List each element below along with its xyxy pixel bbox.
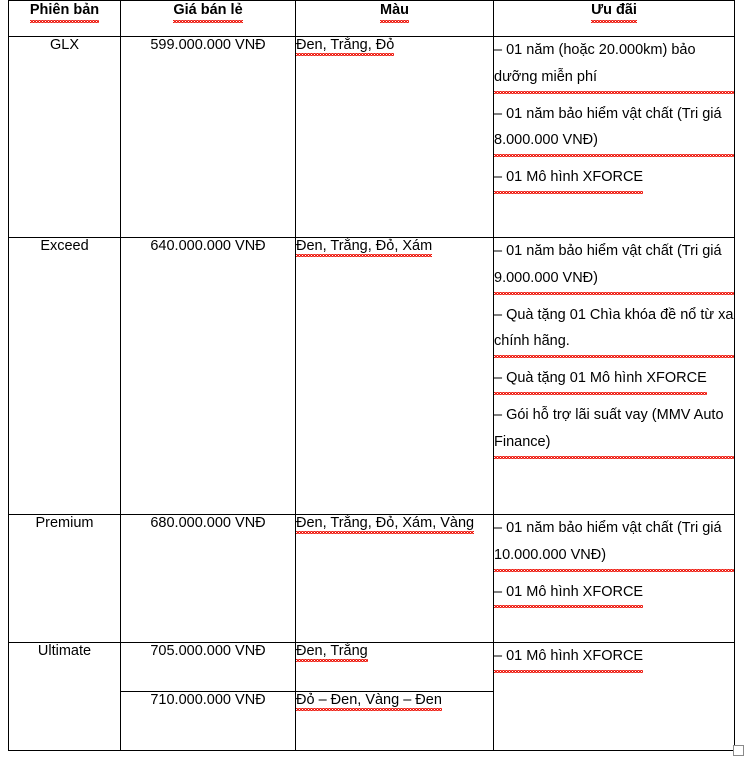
cell-price-ultimate-1: 705.000.000 VNĐ	[121, 643, 296, 692]
column-header-price-label: Giá bán lẻ	[173, 2, 243, 18]
cell-version-glx: GLX	[9, 37, 121, 238]
column-header-offer-label: Ưu đãi	[591, 2, 637, 18]
cell-price-ultimate-2: 710.000.000 VNĐ	[121, 692, 296, 751]
color-text-ultimate-2: Đỏ – Đen, Vàng – Đen	[296, 692, 442, 708]
cell-color-ultimate-1	[296, 643, 494, 692]
offer-text: – 01 năm bảo hiểm vật chất (Tri giá 10.000.000 VNĐ)	[494, 515, 734, 569]
offer-item	[494, 164, 734, 191]
column-header-price	[121, 1, 296, 37]
cell-color-ultimate-2	[296, 692, 494, 751]
offer-item	[494, 101, 734, 155]
offer-item	[494, 238, 734, 292]
color-text-exceed: Đen, Trắng, Đỏ, Xám	[296, 238, 433, 254]
table-row-ultimate-variant-1	[9, 643, 735, 692]
offer-text: – Quà tặng 01 Mô hình XFORCE	[494, 365, 707, 392]
cell-price-glx: 599.000.000 VNĐ	[121, 37, 296, 238]
column-header-offer	[494, 1, 735, 37]
offer-item	[494, 37, 734, 91]
offer-item	[494, 643, 734, 670]
cell-version-exceed: Exceed	[9, 238, 121, 515]
color-text-glx: Đen, Trắng, Đỏ	[296, 37, 395, 53]
offer-text: – 01 Mô hình XFORCE	[494, 643, 643, 670]
cell-version-ultimate: Ultimate	[9, 643, 121, 751]
offer-text: – 01 Mô hình XFORCE	[494, 164, 643, 191]
color-text-premium: Đen, Trắng, Đỏ, Xám, Vàng	[296, 515, 475, 531]
offer-item	[494, 365, 734, 392]
cell-price-exceed: 640.000.000 VNĐ	[121, 238, 296, 515]
offer-text: – 01 Mô hình XFORCE	[494, 579, 643, 606]
offer-text: – Quà tặng 01 Chìa khóa đề nổ từ xa chính hãng.	[494, 302, 734, 356]
column-header-color-label: Màu	[380, 2, 409, 18]
offer-item	[494, 302, 734, 356]
table-row-premium	[9, 515, 735, 643]
table-row-glx	[9, 37, 735, 238]
cell-color-glx	[296, 37, 494, 238]
column-header-version-label: Phiên bản	[29, 2, 100, 18]
cell-offer-ultimate	[494, 643, 735, 751]
offer-item	[494, 515, 734, 569]
offer-text: – 01 năm bảo hiểm vật chất (Tri giá 9.000.000 VNĐ)	[494, 238, 734, 292]
table-header	[9, 1, 735, 37]
color-text-ultimate-1: Đen, Trắng	[296, 643, 368, 659]
cell-version-premium: Premium	[9, 515, 121, 643]
cell-offer-premium	[494, 515, 735, 643]
table-body	[9, 37, 735, 751]
column-header-version	[9, 1, 121, 37]
offer-text: – 01 năm (hoặc 20.000km) bảo dưỡng miễn phí	[494, 37, 734, 91]
cell-offer-exceed	[494, 238, 735, 515]
table-header-row	[9, 1, 735, 37]
cell-price-premium: 680.000.000 VNĐ	[121, 515, 296, 643]
cell-color-exceed	[296, 238, 494, 515]
column-header-color	[296, 1, 494, 37]
cell-color-premium	[296, 515, 494, 643]
table-row-exceed	[9, 238, 735, 515]
offer-text: – Gói hỗ trợ lãi suất vay (MMV Auto Finance)	[494, 402, 734, 456]
cell-offer-glx	[494, 37, 735, 238]
table-resize-handle[interactable]	[733, 745, 744, 756]
offer-item	[494, 402, 734, 456]
offer-text: – 01 năm bảo hiểm vật chất (Tri giá 8.000.000 VNĐ)	[494, 101, 734, 155]
price-table	[8, 0, 735, 751]
offer-item	[494, 579, 734, 606]
